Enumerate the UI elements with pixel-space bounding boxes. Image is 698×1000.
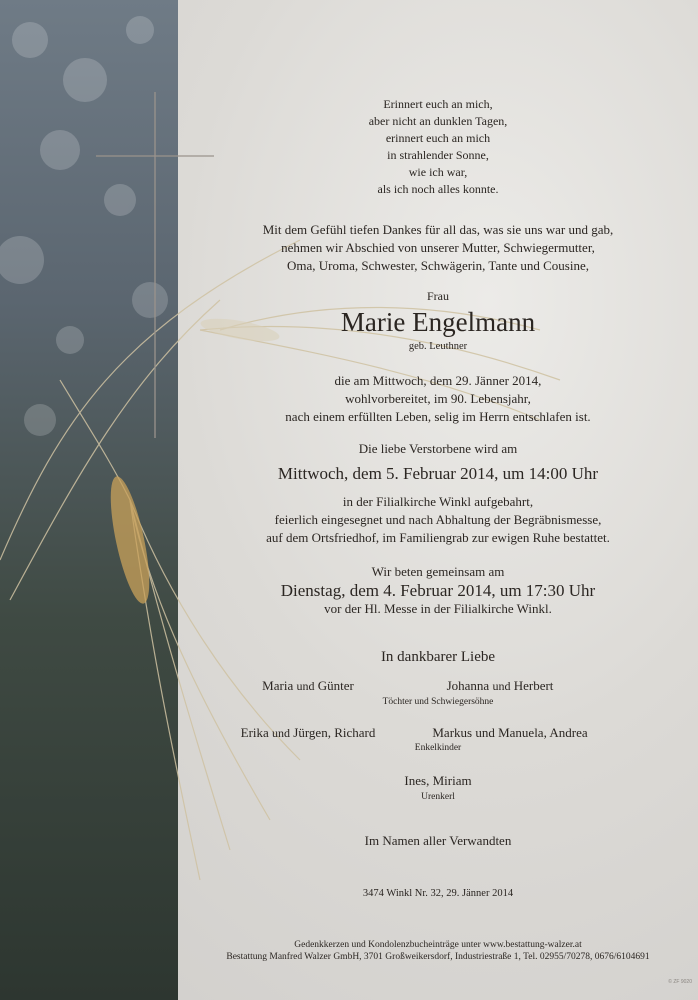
mourner-name: Maria: [262, 678, 294, 693]
und-word: und: [492, 679, 511, 693]
place-date: 3474 Winkl Nr. 32, 29. Jänner 2014: [362, 888, 514, 899]
maiden-name: geb. Leuthner: [408, 341, 468, 352]
poem-line: als ich noch alles konnte.: [377, 182, 499, 196]
love-heading: In dankbarer Liebe: [380, 649, 496, 665]
poem-line: aber nicht an dunklen Tagen,: [368, 114, 508, 128]
prayer-place: vor der Hl. Messe in der Filialkirche Winkl.: [324, 601, 552, 616]
couple-maria: [238, 677, 378, 695]
relatives-note: Im Namen aller Verwandten: [364, 833, 512, 848]
und-word: und: [272, 726, 291, 740]
poem-line: in strahlender Sonne,: [387, 148, 489, 162]
intro-line: nehmen wir Abschied von unserer Mutter, Schwiegermutter,: [281, 240, 595, 255]
great-grandchildren-label: Urenkerl: [421, 792, 455, 802]
death-line: wohlvorbereitet, im 90. Lebensjahr,: [345, 391, 531, 406]
footer-condolence: Gedenkkerzen und Kondolenzbucheinträge unter www.bestattung-walzer.at: [294, 940, 582, 950]
couple-johanna: [420, 677, 580, 695]
intro-line: Mit dem Gefühl tiefen Dankes für all das, was sie uns war und gab,: [262, 222, 614, 237]
grandchildren-label: Enkelkinder: [414, 743, 462, 753]
memorial-poem: [178, 96, 698, 198]
poem-line: Erinnert euch an mich,: [383, 97, 493, 111]
mourner-name: Herbert: [513, 678, 554, 693]
death-line: nach einem erfüllten Leben, selig im Herrn entschlafen ist.: [285, 409, 591, 424]
viewing-intro: Die liebe Verstorbene wird am: [358, 441, 518, 456]
funeral-details: [178, 493, 698, 547]
footer-company: Bestattung Manfred Walzer GmbH, 3701 Großweikersdorf, Industriestraße 1, Tel. 02955/70278, 0676/6104691: [226, 952, 650, 962]
funeral-detail-line: auf dem Ortsfriedhof, im Familiengrab zur ewigen Ruhe bestattet.: [266, 530, 610, 545]
intro-line: Oma, Uroma, Schwester, Schwägerin, Tante und Cousine,: [287, 258, 589, 273]
prayer-date: Dienstag, dem 4. Februar 2014, um 17:30 Uhr: [280, 581, 596, 600]
children-label: Töchter und Schwiegersöhne: [382, 697, 494, 707]
intro-text: [178, 221, 698, 275]
poem-line: wie ich war,: [408, 165, 468, 179]
death-notice: [178, 372, 698, 426]
mourner-name: Johanna: [446, 678, 490, 693]
prayer-intro: Wir beten gemeinsam am: [371, 564, 505, 579]
mourner-name: Jürgen, Richard: [293, 725, 376, 740]
copyright-mark: © ZF 9020: [668, 979, 692, 985]
mourner-name: Günter: [317, 678, 354, 693]
great-grandchildren: Ines, Miriam: [404, 773, 472, 788]
grandchildren-markus: Markus und Manuela, Andrea: [432, 725, 588, 740]
mourner-name: Erika: [240, 725, 269, 740]
grandchildren-erika: [218, 724, 398, 742]
funeral-detail-line: in der Filialkirche Winkl aufgebahrt,: [342, 494, 534, 509]
poem-line: erinnert euch an mich: [385, 131, 491, 145]
funeral-detail-line: feierlich eingesegnet und nach Abhaltung der Begräbnismesse,: [274, 512, 602, 527]
und-word: und: [296, 679, 315, 693]
title-prefix: Frau: [427, 289, 449, 303]
deceased-name: Marie Engelmann: [340, 307, 536, 337]
death-line: die am Mittwoch, dem 29. Jänner 2014,: [334, 373, 542, 388]
funeral-date: Mittwoch, dem 5. Februar 2014, um 14:00 Uhr: [277, 464, 599, 483]
